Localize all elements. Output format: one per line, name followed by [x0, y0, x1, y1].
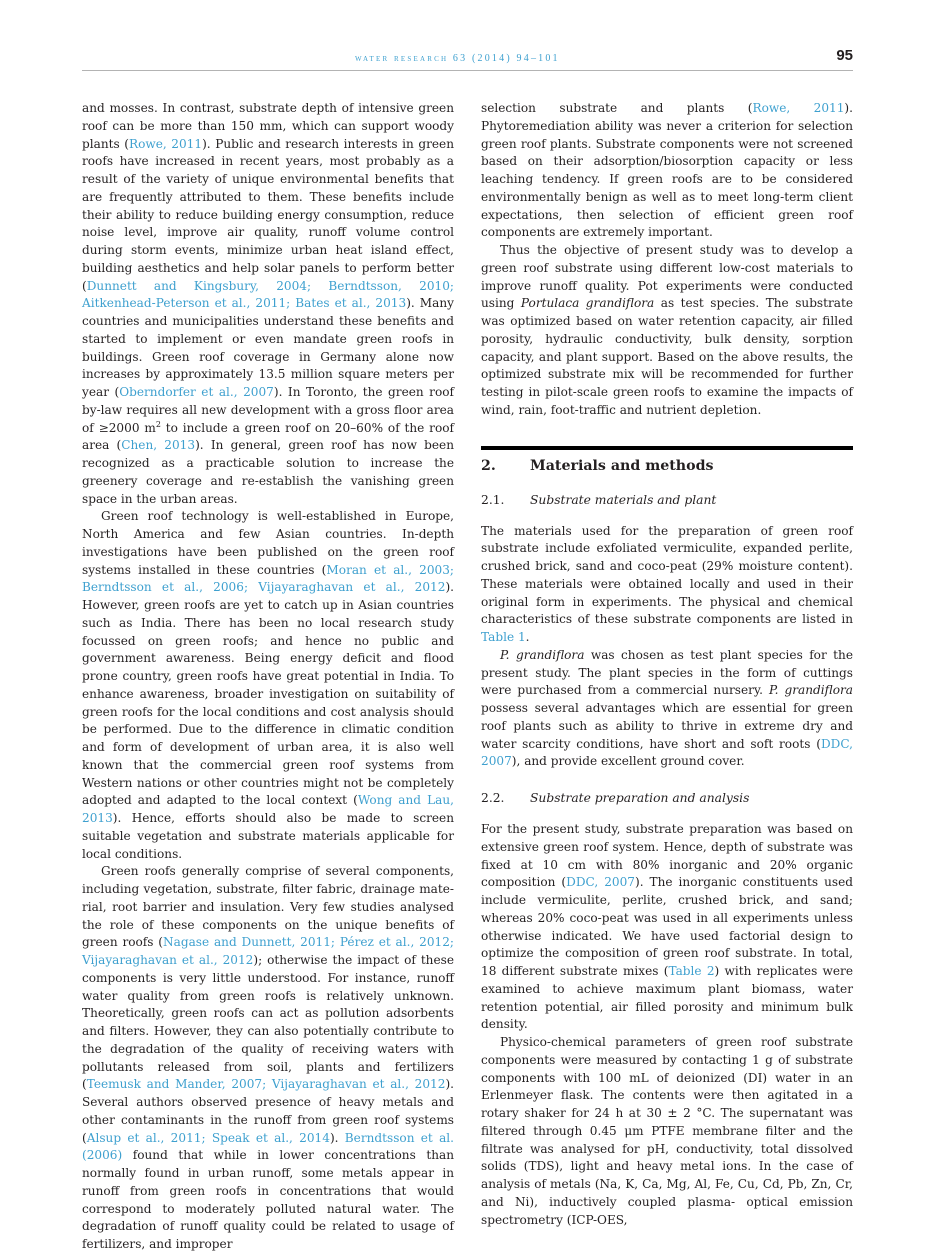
- body-text: ), and provide excellent ground cover.: [511, 754, 745, 769]
- body-text: ). Several authors observed presence of heavy metals and other contaminants in the runoff from green roof systems (: [82, 1077, 454, 1145]
- paragraph: [481, 1034, 853, 1229]
- citation-link[interactable]: Alsup et al., 2011; Speak et al., 2014: [86, 1130, 330, 1145]
- paragraph: [481, 242, 853, 420]
- citation-link[interactable]: DDC, 2007: [566, 875, 635, 890]
- body-text: ). However, green roofs are yet to catch up in Asian countries such as India. There has been no local research study focussed on green roofs; and hence no public and government awareness. Being energy deficit and flood prone country, green roofs have great potential in India. To enhance awareness, broader investigation on suitability of green roofs for the local conditions and cost analysis should be performed. Due to the difference in climatic condition and form of development of urban area, it is also well known that the commercial green roof systems from Western nations or other countries might not be completely adopted and adapted to the local context (: [82, 580, 454, 808]
- citation-link[interactable]: Oberndorfer et al., 2007: [119, 385, 274, 399]
- body-text: ); otherwise the impact of these components is very little understood. For instance, runoff water quality from green roofs is relatively unknown. Theoretically, green roofs can act as pollution adsorbents and filters. However, they can also potentially contribute to the degradation of the quality of receiving waters with pollutants released from soil, plants and fertilizers (: [82, 953, 454, 1092]
- body-text: ) with replicates were examined to achieve maximum plant biomass, water retention potential, air filled porosity and minimum bulk density.: [481, 964, 853, 1032]
- citation-link[interactable]: Moran et al., 2003; Berndtsson et al., 2006; Vijayaraghavan et al., 2012: [82, 562, 454, 595]
- body-text: ).: [329, 1130, 345, 1145]
- species-name: Portulaca grandiflora: [520, 296, 655, 311]
- table-link[interactable]: Table 1: [481, 630, 526, 644]
- body-text: and mosses. In contrast, substrate depth of intensive green roof can be more than 150 mm, which can support woody plants (: [82, 101, 454, 151]
- paragraph: [82, 100, 454, 508]
- subsection-heading: [481, 788, 853, 808]
- subsection-number: 2.1.: [481, 492, 505, 507]
- body-text: ). Hence, efforts should also be made to screen suitable vegetation and substrate materials applicable for local conditions.: [82, 811, 454, 861]
- citation-link[interactable]: Berndtsson et al. (2006): [82, 1130, 454, 1163]
- subsection-number: 2.2.: [481, 791, 505, 805]
- paragraph: [82, 863, 454, 1254]
- left-column: [82, 100, 454, 1254]
- citation-link[interactable]: Wong and Lau, 2013: [82, 793, 454, 825]
- body-text: Physico-chemical parameters of green roof substrate components were measured by contacting 1 g of substrate components with 100 mL of deionized (DI) water in an Erlenmeyer flask. The contents were then agitated in a rotary shaker for 24 h at 30 ± 2 °C. The supernatant was filtered through 0.45 μm PTFE membrane filter and the filtrate was analysed for pH, conductivity, total dissolved solids (TDS), light and heavy metal ions. In the case of analysis of metals (Na, K, Ca, Mg, Al, Fe, Cu, Cd, Pb, Zn, Cr, and Ni), inductively coupled plasma- optical emission spectrometry (ICP-OES,: [481, 1035, 853, 1227]
- section-number: 2.: [481, 457, 496, 474]
- superscript: 2: [155, 419, 161, 429]
- citation-link[interactable]: Teemusk and Mander, 2007; Vijayaraghavan et al., 2012: [86, 1077, 446, 1092]
- citation-link[interactable]: Dunnett and Kingsbury, 2004; Berndtsson, 2010; Aitkenhead-Peterson et al., 2011; Bates et al., 2013: [82, 278, 454, 311]
- subsection-heading: [481, 490, 853, 510]
- section-rule: [481, 446, 853, 450]
- body-text: as test species. The substrate was optimized based on water retention capacity, air filled porosity, hydraulic conductivity, bulk density, sorption capacity, and plant support. Based on the above results, the optimized substrate mix will be recommended for further testing in pilot-scale green roofs to examine the impacts of wind, rain, foot-traffic and nutrient depletion.: [481, 296, 854, 417]
- subsection-title: Substrate materials and plant: [530, 492, 717, 507]
- paragraph: [481, 523, 853, 647]
- subsection-title: Substrate preparation and analysis: [530, 791, 750, 805]
- paragraph: [481, 821, 853, 1034]
- body-text: The materials used for the preparation of green roof substrate include exfoliated vermiculite, expanded perlite, crushed brick, sand and coco-peat (29% moisture content). These materials were obtained locally and used in their original form in experiments. The physical and chemical characteristics of these substrate components are listed in: [481, 523, 853, 627]
- body-text: ). In Toronto, the green roof by-law requires all new development with a gross floor area of ≥2000 m: [82, 385, 454, 435]
- table-link[interactable]: Table 2: [668, 964, 715, 978]
- body-text: .: [525, 630, 530, 644]
- body-text: was chosen as test plant species for the present study. The plant species in the form of cuttings were purchased from a commercial nursery.: [481, 647, 853, 698]
- running-header: [82, 46, 853, 71]
- citation-link[interactable]: Chen, 2013: [121, 438, 196, 453]
- body-text: found that while in lower concentrations than normally found in urban runoff, some metals appear in runoff from green roofs in concentrations that would correspond to moderately polluted natural water. The degradation of runoff quality could be related to usage of fertilizers, and improper: [82, 1148, 454, 1251]
- page-number: 95: [836, 47, 853, 64]
- body-text: to include a green roof on 20–60% of the roof area (: [82, 420, 454, 453]
- body-text: ). The inorganic constituents used include vermiculite, perlite, crushed brick, and sand; whereas 20% coco-peat was used in all experiments unless otherwise indicated. We have used factorial design to optimize the composition of green roof substrate. In total, 18 different substrate mixes (: [481, 875, 853, 978]
- paragraph: [481, 647, 853, 771]
- body-text: ). In general, green roof has now been recognized as a practicable solution to increase the greenery coverage and re-establish the vanishing green space in the urban areas.: [82, 438, 454, 506]
- section-heading: [481, 455, 853, 477]
- body-text: possess several advantages which are essential for green roof plants such as ability to thrive in extreme dry and water scarcity conditions, have short and soft roots (: [481, 701, 853, 751]
- species-name: P. grandiflora: [769, 683, 853, 698]
- citation-link[interactable]: Nagase and Dunnett, 2011; Pérez et al., 2012; Vijayaraghavan et al., 2012: [82, 935, 455, 967]
- paragraph: [82, 508, 454, 863]
- citation-link[interactable]: DDC, 2007: [481, 736, 853, 769]
- body-text: Green roof technology is well-established in Europe, North America and few Asian countries. In-depth investigations have been published on the green roof systems installed in these countries (: [82, 509, 454, 577]
- section-title: Materials and methods: [530, 457, 714, 474]
- species-name: P. grandiflora: [500, 647, 585, 662]
- citation-link[interactable]: Rowe, 2011: [752, 101, 845, 115]
- body-text: ). Public and research interests in green roofs have increased in recent years, most probably as a result of the variety of unique environmental benefits that are frequently attributed to them. These benefits include their ability to reduce building energy consumption, reduce noise level, improve air quality, runoff volume control during storm events, minimize urban heat island effect, building aesthetics and help solar panels to perform better (: [82, 136, 454, 293]
- citation-link[interactable]: Rowe, 2011: [128, 136, 203, 151]
- right-column: [481, 100, 853, 1229]
- paragraph: [481, 100, 853, 242]
- journal-citation: water research 63 (2014) 94–101: [355, 53, 560, 64]
- body-text: Green roofs generally comprise of several components, including vegetation, substrate, filter fabric, drainage material, root barrier and insulation. Very few studies analysed the role of these components on the unique benefits of green roofs (: [82, 864, 454, 950]
- body-text: ). Phytoremediation ability was never a criterion for selection green roof plants. Substrate components were not screened based on their adsorption/biosorption capacity or less leaching tendency. If green roofs are to be considered environmentally benign as well as to meet long-term client expectations, then selection of efficient green roof components are extremely important.: [481, 101, 853, 240]
- body-text: ). Many countries and municipalities understand these benefits and started to implement or even mandate green roofs in buildings. Green roof coverage in Germany alone now increases by approximately 13.5 million square meters per year (: [82, 296, 454, 399]
- body-text: Thus the objective of present study was to develop a green roof substrate using different low-cost materials to improve runoff quality. Pot experiments were conducted using: [481, 243, 853, 311]
- body-text: For the present study, substrate preparation was based on extensive green roof system. Hence, depth of substrate was fixed at 10 cm with 80% inorganic and 20% organic composition (: [481, 822, 853, 890]
- body-text: selection substrate and plants (: [481, 101, 753, 115]
